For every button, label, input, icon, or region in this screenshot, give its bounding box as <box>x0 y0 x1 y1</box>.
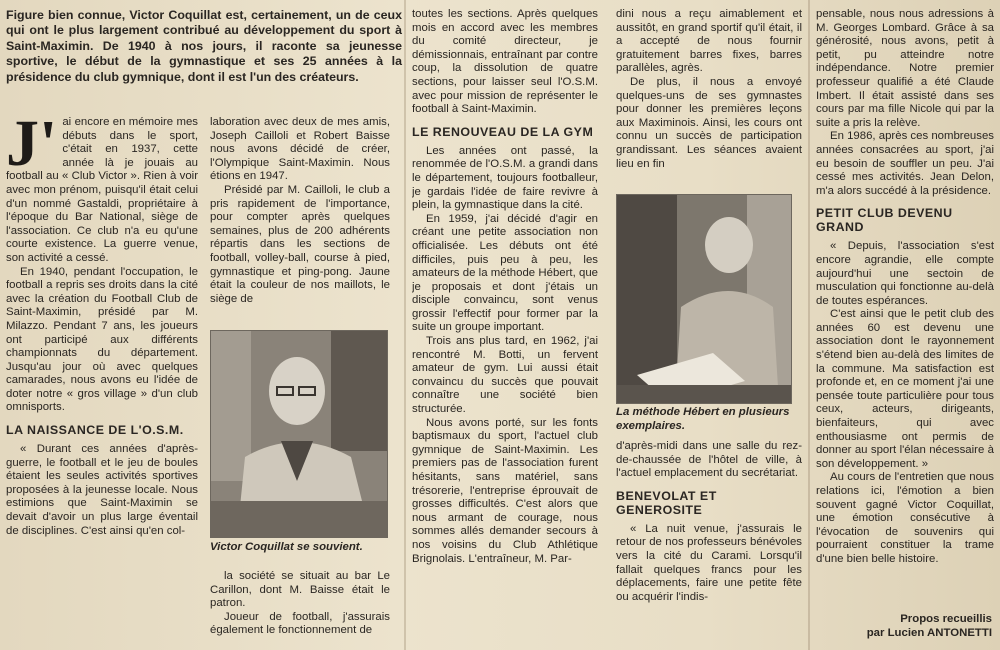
paragraph: « La nuit venue, j'assurais le retour de nos professeurs bénévoles vers la cité du Carami. Lorsqu'il fallait quelques francs pour les déplacements, faire une petite fête ou acquérir l'indis- <box>616 522 802 603</box>
gymnast-photo <box>616 194 792 404</box>
drop-cap: J' <box>6 116 58 180</box>
paragraph: Présidé par M. Cailloli, le club a pris rapidement de l'importance, pour compter après quelques semaines, plus de 200 adhérents répartis dans les sections de football, volley-ball, course à pied, gymnastique et ping-pong. Jaune était la couleur de nos maillots, le siège de <box>210 183 390 305</box>
photo-caption: La méthode Hébert en plusieurs exemplaires. <box>616 406 790 432</box>
column-fold <box>404 0 406 650</box>
paragraph: dini nous a reçu aimablement et aussitôt, en grand sportif qu'il était, il a accepté de nous fournir gratuitement barres fixes, barres parallèles, agrès. <box>616 8 802 75</box>
article-column-2-bottom <box>210 570 390 648</box>
paragraph: C'est ainsi que le petit club des années 60 est devenu une association dont le rayonnement s'étend bien au-delà des limites de la commune. Ma satisfaction est profonde et, en ce moment j'ai une pensée toute particulière pour tous ceux, acteurs, dirigeants, bienfaiteurs, qui avec enthousiasme ont permis de donner au sport l'élan nécessaire à son développement. » <box>816 308 994 470</box>
paragraph: toutes les sections. Après quelques mois en accord avec les membres du comité directeur, je démissionnais, entraînant par contre coup, la dissolution de quatre sections, pour laisser seul l'O.S.M. avec pour mission de représenter le football à Saint-Maximin. <box>412 8 598 116</box>
section-heading: LE RENOUVEAU DE LA GYM <box>412 124 594 139</box>
paragraph: « Durant ces années d'après-guerre, le football et le jeu de boules étaient les seules activités sportives proposées à la jeunesse locale. Nous estimions que Saint-Maximin se devait d'avoir un plus large éventail de disciplines. C'est ainsi qu'en col- <box>6 443 198 537</box>
article-column-5 <box>816 8 994 608</box>
article-column-3 <box>412 8 598 648</box>
portrait-photo <box>210 330 388 538</box>
article-column-4-bottom <box>616 440 802 648</box>
paragraph: pensable, nous nous adressions à M. Georges Lombard. Grâce à sa générosité, nous avons, petit à petit, pu atteindre notre indépendance. Notre premier professeur qualifié a été Claude Imbert. Il était assisté dans ses cours par ma fille Nicole qui par la suite a pris la relève. <box>816 8 994 129</box>
paragraph: la société se situait au bar Le Carillon, dont M. Baisse était le patron. <box>210 570 390 610</box>
paragraph: Trois ans plus tard, en 1962, j'ai rencontré M. Botti, un fervent amateur de gym. Lui aussi était convaincu du succès que pouvait connaître une société bien structurée. <box>412 335 598 416</box>
article-column-4-top <box>616 8 802 190</box>
paragraph: Les années ont passé, la renommée de l'O.S.M. a grandi dans le département, toujours footballeur, je gardais l'idée de faire revivre à plein, la gymnastique dans la cité. <box>412 144 598 212</box>
section-heading: BENEVOLAT ET GENEROSITE <box>616 488 717 517</box>
byline-author: par Lucien ANTONETTI <box>866 627 992 639</box>
section-heading: PETIT CLUB DEVENU GRAND <box>816 206 953 235</box>
column-fold <box>808 0 810 650</box>
paragraph: « Depuis, l'association s'est encore agrandie, elle compte aujourd'hui une sectoin de musculation qui fonctionne au-delà de toutes espérances. <box>816 240 994 307</box>
paragraph: ai encore en mémoire mes débuts dans le sport, c'était en 1937, cette année là je jouais au football au « Club Victor ». Rien à voir avec mon prénom, puisqu'il était celui d'un nommé Gastaldi, propriétaire à l'époque du Bar National, siège de l'association. Ce club n'a eu qu'une courte existence. La guerre venue, son activité a cessé. <box>6 116 198 264</box>
paragraph: Nous avons porté, sur les fonts baptismaux du sport, l'actuel club gymnique de Saint-Maximin. Les premiers pas de l'association furent hésitants, sans matériel, sans trésorerie, l'entreprise éprouvait de grosses difficultés. C'est alors que nous armant de courage, nous sommes allés demander secours à nos voisins du Club Athlétique Brignolais. L'entraîneur, M. Par- <box>412 416 598 565</box>
paragraph: Joueur de football, j'assurais également le fonctionnement de <box>210 610 390 637</box>
paragraph: Au cours de l'entretien que nous relations ici, l'émotion a bien souvent gagné Victor Coquillat, une émotion consécutive à l'évocation de souvenirs qui pourraient constituer la trame d'une bien belle histoire. <box>816 471 994 565</box>
paragraph: laboration avec deux de mes amis, Joseph Cailloli et Robert Baisse nous avons décidé de créer, l'Olympique Saint-Maximin. Nous étions en 1947. <box>210 116 390 183</box>
gymnast-image <box>617 195 791 403</box>
photo-caption: Victor Coquillat se souvient. <box>210 541 363 553</box>
byline-line-1: Propos recueillis <box>900 613 992 625</box>
paragraph: De plus, il nous a envoyé quelques-uns de ses gymnastes pour donner les premières leçons aux Maximinois. Ainsi, les cours ont connu un succès de participation grandissant. Les séances avaient lieu en fin <box>616 75 802 170</box>
paragraph: En 1986, après ces nombreuses années consacrées au sport, j'ai eu besoin de souffler un peu. J'ai cessé mes activités. Jean Delon, m'a alors succédé à la présidence. <box>816 130 994 197</box>
article-column-1 <box>6 116 198 646</box>
byline <box>867 612 992 640</box>
article-column-2-top <box>210 116 390 316</box>
paragraph: En 1959, j'ai décidé d'agir en créant une petite association non officialisée. Les débuts ont été difficiles, puis peu à peu, les amateurs de la méthode Hébert, que je proposais et dont j'étais un disciple convaincu, sont venus grossir l'effectif pour former par la suite un groupe important. <box>412 212 598 334</box>
portrait-image <box>211 331 387 537</box>
section-heading: LA NAISSANCE DE L'O.S.M. <box>6 423 184 438</box>
article-lead: Figure bien connue, Victor Coquillat est, certainement, un de ceux qui ont le plus largement contribué au développement du sport à Saint-Maximin. De 1940 à nos jours, il raconte sa jeunesse sportive, le début de la gymnastique et ses 25 années à la présidence du club gymnique, dont il est l'un des créateurs. <box>6 8 402 84</box>
paragraph: En 1940, pendant l'occupation, le football a repris ses droits dans la cité avec la création du Football Club de Saint-Maximin, présidé par M. Milazzo. Pendant 7 ans, les joueurs ont participé aux différents championnats du département. Jusqu'au jour où avec quelques camarades, nous avons eu l'idée de doter notre « gros village » d'un club omnisports. <box>6 265 198 414</box>
paragraph: d'après-midi dans une salle du rez-de-chaussée de l'hôtel de ville, à l'actuel emplacement du secrétariat. <box>616 440 802 480</box>
